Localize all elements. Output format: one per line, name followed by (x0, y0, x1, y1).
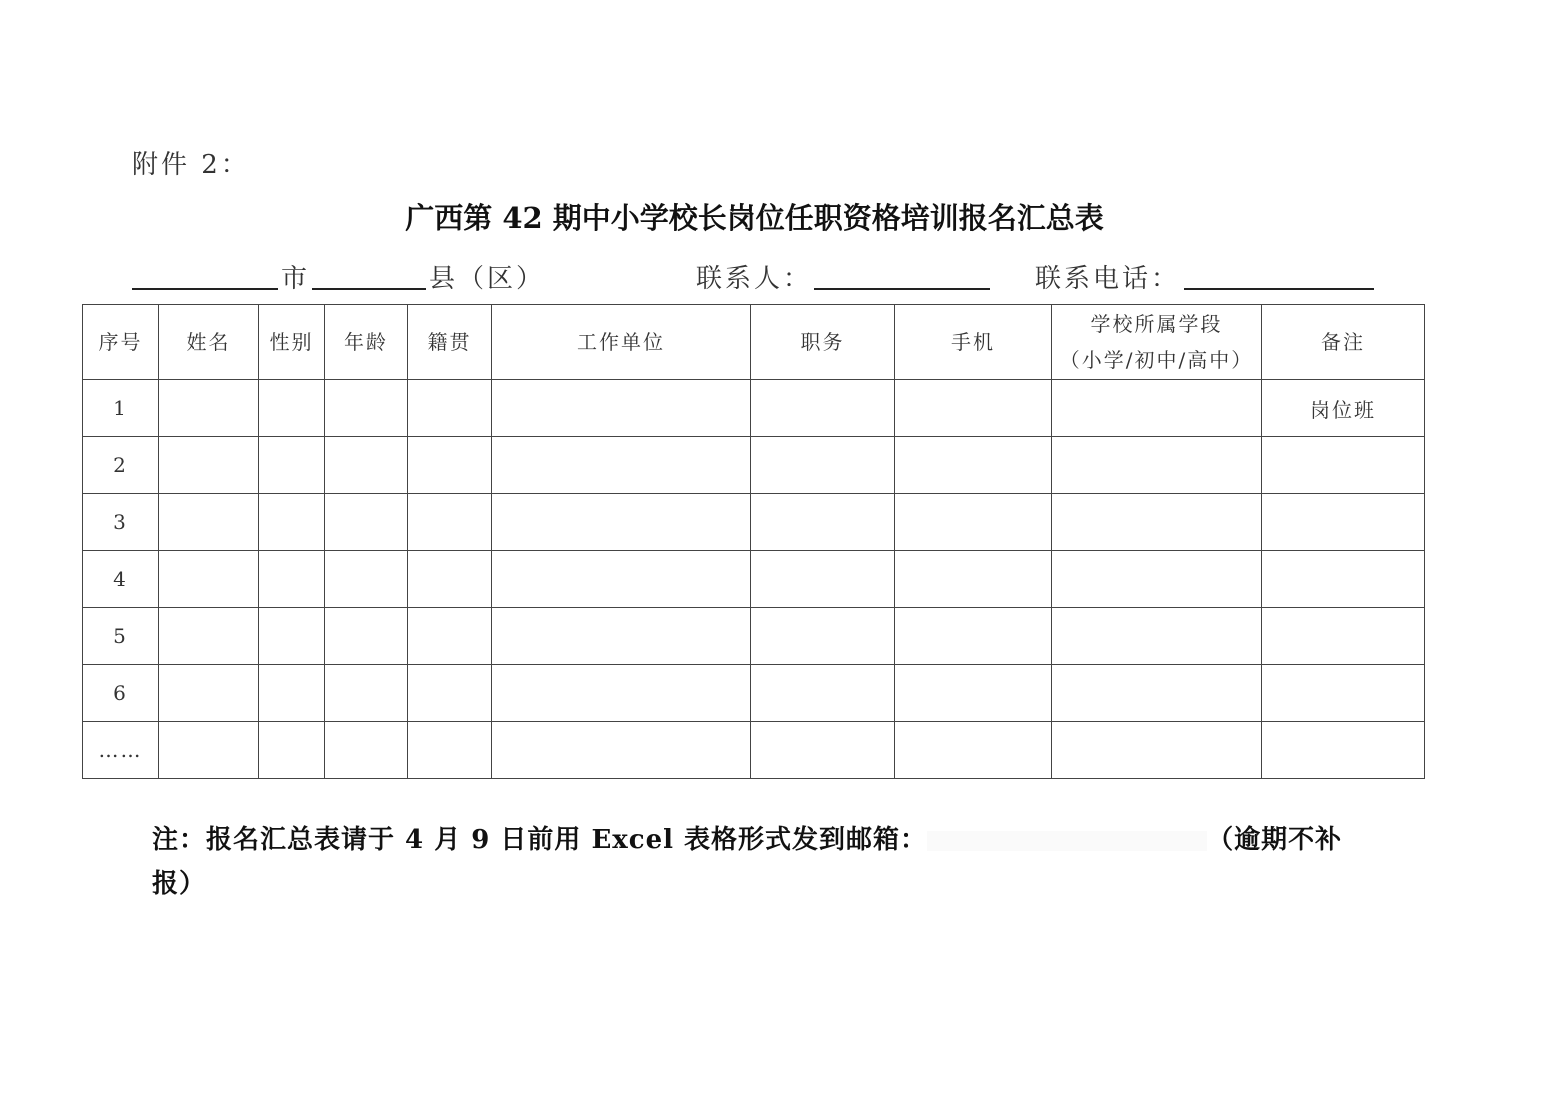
cell-remark[interactable]: 岗位班 (1262, 380, 1425, 437)
cell-gender[interactable] (259, 722, 325, 779)
cell-origin[interactable] (408, 665, 492, 722)
cell-position[interactable] (751, 494, 895, 551)
cell-mobile[interactable] (895, 494, 1052, 551)
cell-seq: 1 (83, 380, 159, 437)
cell-school-stage[interactable] (1052, 665, 1262, 722)
cell-mobile[interactable] (895, 665, 1052, 722)
cell-seq: 2 (83, 437, 159, 494)
cell-remark[interactable] (1262, 494, 1425, 551)
cell-workplace[interactable] (492, 665, 751, 722)
email-redacted-area (927, 831, 1207, 851)
table-row (83, 665, 1425, 722)
cell-age[interactable] (325, 608, 408, 665)
cell-mobile[interactable] (895, 551, 1052, 608)
cell-name[interactable] (159, 665, 259, 722)
cell-workplace[interactable] (492, 608, 751, 665)
city-label: 市 (281, 264, 311, 294)
cell-name[interactable] (159, 380, 259, 437)
registration-table (82, 304, 1425, 779)
phone-blank[interactable] (1184, 288, 1374, 290)
cell-age[interactable] (325, 380, 408, 437)
header-seq: 序号 (83, 305, 159, 380)
cell-remark[interactable] (1262, 437, 1425, 494)
cell-origin[interactable] (408, 494, 492, 551)
note-suffix: （逾期不补报） (152, 825, 1343, 899)
cell-gender[interactable] (259, 608, 325, 665)
header-origin: 籍贯 (408, 305, 492, 380)
table-row (83, 380, 1425, 437)
cell-school-stage[interactable] (1052, 380, 1262, 437)
cell-name[interactable] (159, 608, 259, 665)
cell-origin[interactable] (408, 551, 492, 608)
cell-school-stage[interactable] (1052, 722, 1262, 779)
table-header-row (83, 305, 1425, 380)
cell-position[interactable] (751, 380, 895, 437)
cell-school-stage[interactable] (1052, 437, 1262, 494)
cell-school-stage[interactable] (1052, 608, 1262, 665)
cell-remark[interactable] (1262, 722, 1425, 779)
cell-remark[interactable] (1262, 608, 1425, 665)
cell-gender[interactable] (259, 665, 325, 722)
city-blank[interactable] (132, 288, 278, 290)
header-workplace: 工作单位 (492, 305, 751, 380)
table-row (83, 722, 1425, 779)
page-title: 广西第 42 期中小学校长岗位任职资格培训报名汇总表 (405, 201, 1104, 235)
cell-school-stage[interactable] (1052, 494, 1262, 551)
cell-age[interactable] (325, 494, 408, 551)
cell-workplace[interactable] (492, 722, 751, 779)
cell-gender[interactable] (259, 437, 325, 494)
note-text: 注：报名汇总表请于 4 月 9 日前用 Excel 表格形式发到邮箱： (152, 825, 928, 855)
cell-name[interactable] (159, 551, 259, 608)
cell-remark[interactable] (1262, 551, 1425, 608)
cell-name[interactable] (159, 437, 259, 494)
cell-age[interactable] (325, 437, 408, 494)
cell-age[interactable] (325, 722, 408, 779)
cell-position[interactable] (751, 722, 895, 779)
cell-origin[interactable] (408, 722, 492, 779)
cell-origin[interactable] (408, 437, 492, 494)
table-row (83, 608, 1425, 665)
cell-origin[interactable] (408, 608, 492, 665)
cell-mobile[interactable] (895, 437, 1052, 494)
county-blank[interactable] (312, 288, 426, 290)
cell-position[interactable] (751, 665, 895, 722)
phone-label: 联系电话： (1035, 264, 1181, 294)
header-school-stage-line1: 学校所属学段 (1090, 312, 1223, 336)
attachment-label: 附件 2： (132, 150, 250, 180)
header-school-stage-line2: （小学/初中/高中） (1059, 348, 1254, 372)
header-remark: 备注 (1262, 305, 1425, 380)
cell-mobile[interactable] (895, 608, 1052, 665)
cell-mobile[interactable] (895, 380, 1052, 437)
submission-note (152, 818, 1382, 906)
cell-seq: 6 (83, 665, 159, 722)
cell-remark[interactable] (1262, 665, 1425, 722)
table-row (83, 494, 1425, 551)
cell-workplace[interactable] (492, 494, 751, 551)
cell-gender[interactable] (259, 380, 325, 437)
cell-school-stage[interactable] (1052, 551, 1262, 608)
cell-age[interactable] (325, 665, 408, 722)
table-row (83, 437, 1425, 494)
cell-origin[interactable] (408, 380, 492, 437)
cell-seq: 3 (83, 494, 159, 551)
header-gender: 性别 (259, 305, 325, 380)
cell-age[interactable] (325, 551, 408, 608)
cell-gender[interactable] (259, 551, 325, 608)
header-name: 姓名 (159, 305, 259, 380)
cell-name[interactable] (159, 494, 259, 551)
contact-blank[interactable] (814, 288, 990, 290)
cell-position[interactable] (751, 437, 895, 494)
cell-workplace[interactable] (492, 551, 751, 608)
cell-mobile[interactable] (895, 722, 1052, 779)
cell-workplace[interactable] (492, 437, 751, 494)
cell-workplace[interactable] (492, 380, 751, 437)
contact-label: 联系人： (696, 264, 813, 294)
cell-gender[interactable] (259, 494, 325, 551)
header-mobile: 手机 (895, 305, 1052, 380)
cell-seq: 4 (83, 551, 159, 608)
county-label: 县（区） (429, 264, 546, 294)
cell-seq: …… (83, 722, 159, 779)
cell-position[interactable] (751, 608, 895, 665)
header-school-stage (1052, 305, 1262, 380)
header-age: 年龄 (325, 305, 408, 380)
cell-seq: 5 (83, 608, 159, 665)
table-row (83, 551, 1425, 608)
header-position: 职务 (751, 305, 895, 380)
cell-name[interactable] (159, 722, 259, 779)
cell-position[interactable] (751, 551, 895, 608)
